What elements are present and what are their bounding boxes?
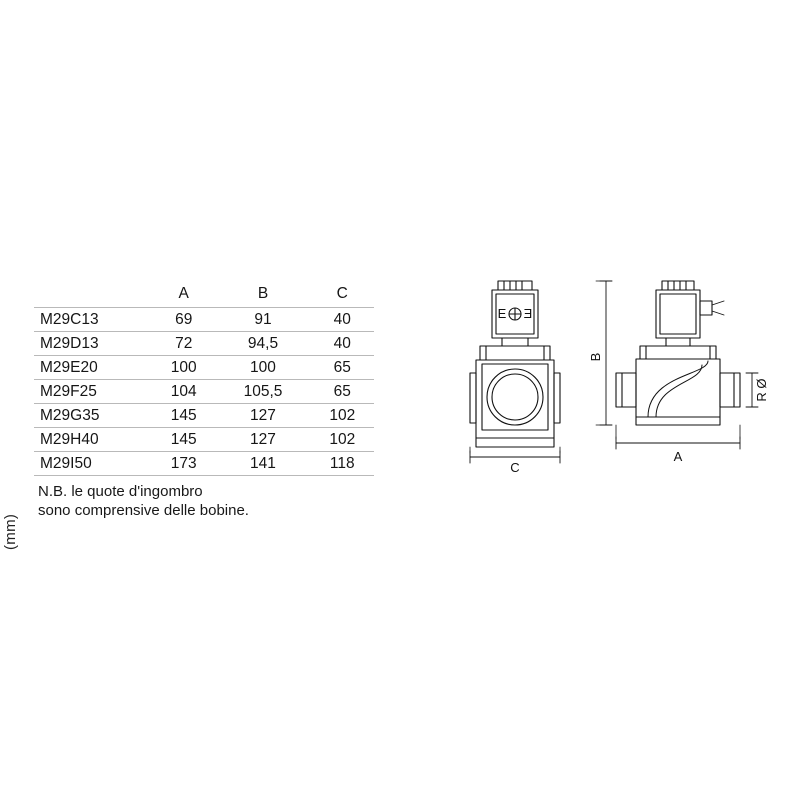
cell-model: M29E20 (34, 356, 152, 380)
cell-c: 65 (311, 380, 374, 404)
note-line-1: N.B. le quote d'ingombro (38, 483, 203, 500)
cell-a: 100 (152, 356, 215, 380)
side-view-dimension-a: A (673, 449, 683, 464)
column-header-a: A (178, 285, 189, 302)
cell-c: 40 (311, 332, 374, 356)
cell-b: 141 (215, 452, 310, 476)
cell-model: M29I50 (34, 452, 152, 476)
cell-c: 65 (311, 356, 374, 380)
svg-text:Ǝ: Ǝ (523, 306, 533, 321)
column-header-b: B (257, 285, 269, 302)
side-view (588, 281, 769, 464)
table-row (34, 428, 374, 452)
table-row (34, 332, 374, 356)
cell-c: 40 (311, 308, 374, 332)
table-body (34, 308, 374, 476)
cell-b: 91 (215, 308, 310, 332)
front-view-dimension-c: C (510, 460, 520, 475)
table-row (34, 356, 374, 380)
cell-b: 105,5 (215, 380, 310, 404)
cell-model: M29H40 (34, 428, 152, 452)
cell-b: 94,5 (215, 332, 310, 356)
cell-a: 173 (152, 452, 215, 476)
table-header (34, 282, 374, 308)
table-row (34, 452, 374, 476)
table-note (38, 482, 368, 520)
valve-drawings-svg (440, 265, 780, 495)
cell-model: M29C13 (34, 308, 152, 332)
note-line-2: sono comprensive delle bobine. (38, 502, 249, 519)
cell-b: 127 (215, 404, 310, 428)
cell-model: M29G35 (34, 404, 152, 428)
column-header-c: C (336, 285, 348, 302)
svg-text:E: E (497, 306, 507, 321)
cell-a: 145 (152, 428, 215, 452)
cell-a: 69 (152, 308, 215, 332)
front-view (470, 281, 560, 475)
cell-c: 102 (311, 428, 374, 452)
cell-model: M29D13 (34, 332, 152, 356)
unit-label: (mm) (2, 513, 19, 550)
cell-c: 118 (311, 452, 374, 476)
side-view-dimension-b: B (588, 352, 603, 362)
cell-a: 72 (152, 332, 215, 356)
technical-drawings (440, 265, 780, 495)
table-row (34, 380, 374, 404)
cell-a: 145 (152, 404, 215, 428)
cell-a: 104 (152, 380, 215, 404)
dimension-table (34, 282, 374, 476)
cell-b: 127 (215, 428, 310, 452)
cell-c: 102 (311, 404, 374, 428)
table-row (34, 308, 374, 332)
table-header-row (34, 282, 374, 308)
cell-b: 100 (215, 356, 310, 380)
table-row (34, 404, 374, 428)
column-header-model (34, 282, 152, 308)
cell-model: M29F25 (34, 380, 152, 404)
side-view-dimension-r: R Ø (754, 378, 769, 402)
